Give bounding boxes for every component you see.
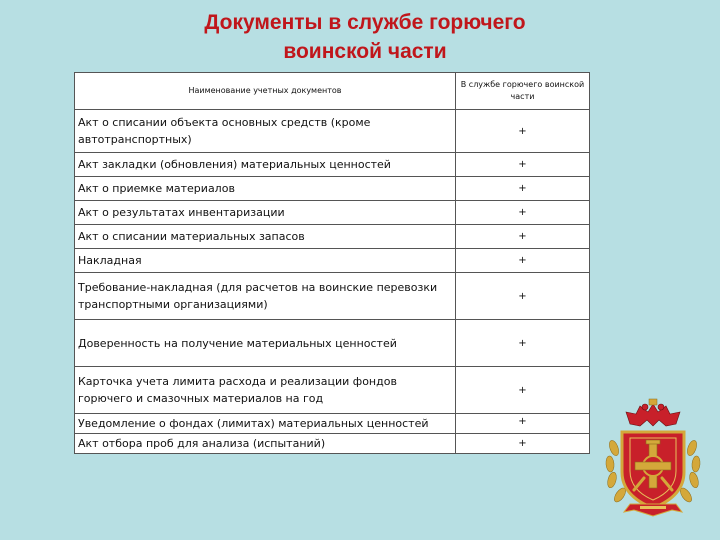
document-mark: + — [456, 434, 590, 454]
table-row — [75, 110, 590, 153]
document-name: Карточка учета лимита расхода и реализации фондов горючего и смазочных материалов на год — [75, 367, 456, 414]
table-row — [75, 225, 590, 249]
document-mark: + — [456, 367, 590, 414]
document-mark: + — [456, 110, 590, 153]
table-row — [75, 367, 590, 414]
page-title-line-2: воинской части — [283, 40, 447, 63]
table-row — [75, 177, 590, 201]
document-mark: + — [456, 177, 590, 201]
document-mark: + — [456, 153, 590, 177]
header-document-name: Наименование учетных документов — [75, 73, 456, 110]
document-name: Акт закладки (обновления) материальных ценностей — [75, 153, 456, 177]
document-mark: + — [456, 201, 590, 225]
table-header-row — [75, 73, 590, 110]
document-name: Акт о приемке материалов — [75, 177, 456, 201]
documents-table — [74, 72, 590, 454]
document-name: Доверенность на получение материальных ценностей — [75, 320, 456, 367]
header-fuel-service: В службе горючего воинской части — [456, 73, 590, 110]
page-title — [150, 8, 580, 66]
document-name: Акт отбора проб для анализа (испытаний) — [75, 434, 456, 454]
table-row — [75, 201, 590, 225]
document-mark: + — [456, 249, 590, 273]
page-title-line-1: Документы в службе горючего — [204, 11, 526, 34]
military-fuel-service-emblem-icon — [600, 398, 706, 520]
table-row — [75, 249, 590, 273]
table-row — [75, 414, 590, 434]
document-name: Уведомление о фондах (лимитах) материальных ценностей — [75, 414, 456, 434]
document-name: Акт о списании материальных запасов — [75, 225, 456, 249]
document-mark: + — [456, 414, 590, 434]
table-row — [75, 273, 590, 320]
document-name: Накладная — [75, 249, 456, 273]
table-row — [75, 153, 590, 177]
document-mark: + — [456, 225, 590, 249]
document-mark: + — [456, 273, 590, 320]
table-row — [75, 320, 590, 367]
document-name: Требование-накладная (для расчетов на воинские перевозки транспортными организациями) — [75, 273, 456, 320]
document-mark: + — [456, 320, 590, 367]
document-name: Акт о результатах инвентаризации — [75, 201, 456, 225]
table-row — [75, 434, 590, 454]
document-name: Акт о списании объекта основных средств (кроме автотранспортных) — [75, 110, 456, 153]
